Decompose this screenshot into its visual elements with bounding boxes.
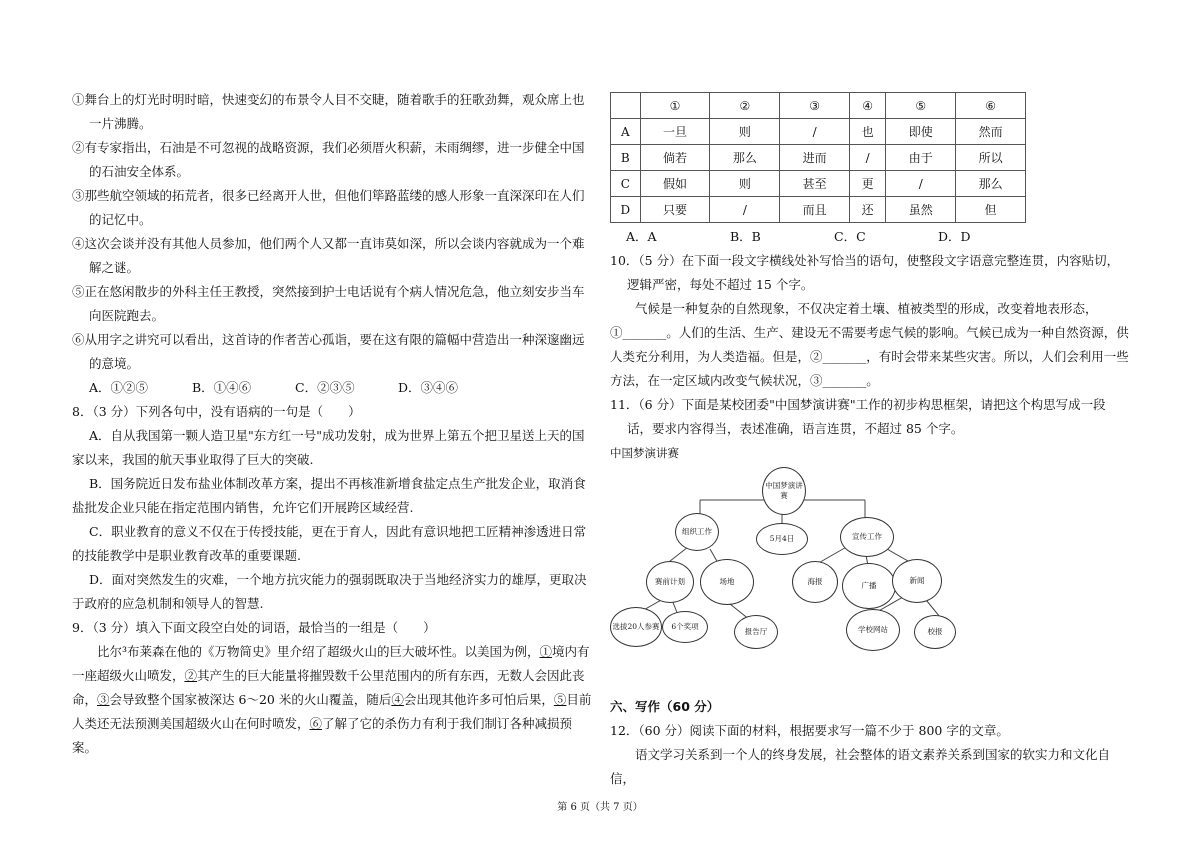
- blank-mark-1: ①: [539, 644, 553, 659]
- blank-mark-6: ⑥: [309, 716, 323, 731]
- q8-option-d: D．面对突然发生的灾难，一个地方抗灾能力的强弱既取决于当地经济实力的雄厚，更取决于政府的应急机制和领导人的智慧.: [72, 572, 587, 611]
- table-row: [611, 119, 1026, 145]
- q10-passage: 气候是一种复杂的自然现象，不仅决定着土壤、植被类型的形成，改变着地表形态，①_______。人们的生活、生产、建设无不需要考虑气候的影响。气候已成为一种自然资源，供人类充分利用，为人类造福。但是，②_______，有时会带来某些灾害。所以，人们会利用一些方法，在一定区域内改变气候状况，③_______。: [610, 301, 1129, 388]
- q11-stem: 11．（6 分）下面是某校团委"中国梦演讲赛"工作的初步构思框架，请把这个构思写成一段话，要求内容得当，表述准确，语言连贯，不超过 85 个字。: [610, 397, 1106, 436]
- node-radio: 广播: [842, 563, 896, 609]
- q12-text: 语文学习关系到一个人的终身发展，社会整体的语文素养关系到国家的软实力和文化自信，: [610, 747, 1111, 786]
- node-school-web: 学校网站: [846, 609, 900, 651]
- q10-stem: 10．（5 分）在下面一段文字横线处补写恰当的语句，使整段文字语意完整连贯，内容贴切，逻辑严密，每处不超过 15 个字。: [610, 253, 1120, 292]
- option-d: D．D: [938, 229, 971, 244]
- q8-option-c: C．职业教育的意义不仅在于传授技能，更在于育人，因此有意识地把工匠精神渗透进日常的技能教学中是职业教育改革的重要课题.: [72, 524, 587, 563]
- table-cell: 还: [850, 197, 886, 223]
- item-6: ⑥从用字之讲究可以看出，这首诗的作者苦心孤诣，要在这有限的篇幅中营造出一种深邃幽远的意境。: [72, 332, 585, 371]
- table-cell: [611, 93, 641, 119]
- node-hall: 报告厅: [734, 615, 778, 649]
- table-cell: A: [611, 119, 641, 145]
- table-cell: 进而: [780, 145, 850, 171]
- table-cell: 甚至: [780, 171, 850, 197]
- table-cell: ⑤: [886, 93, 956, 119]
- table-cell: 一旦: [640, 119, 710, 145]
- node-poster: 海报: [792, 561, 838, 603]
- blank-mark-3: ③: [97, 692, 110, 707]
- table-cell: /: [886, 171, 956, 197]
- passage-seg-e: 会出现其他许多可怕后果，: [403, 692, 554, 707]
- table-cell: ①: [640, 93, 710, 119]
- table-cell: 则: [710, 171, 780, 197]
- table-cell: 所以: [956, 145, 1026, 171]
- option-a: A．①②⑤: [89, 380, 149, 395]
- option-b: B．①④⑥: [192, 380, 252, 395]
- node-plan: 赛前计划: [646, 561, 694, 603]
- node-venue: 场地: [700, 559, 754, 605]
- node-school-paper: 校报: [914, 615, 956, 649]
- table-cell: 也: [850, 119, 886, 145]
- table-header-row: [611, 93, 1026, 119]
- page-footer: 第 6 页（共 7 页）: [557, 802, 643, 813]
- diagram-title: 中国梦演讲赛: [610, 446, 679, 460]
- item-4: ④这次会谈并没有其他人员参加，他们两个人又都一直讳莫如深，所以会谈内容就成为一个难解之谜。: [72, 236, 585, 275]
- table-row: [611, 197, 1026, 223]
- table-cell: B: [611, 145, 641, 171]
- q12-stem: 12．（60 分）阅读下面的材料，根据要求写一篇不少于 800 字的文章。: [610, 723, 1009, 738]
- table-cell: 然而: [956, 119, 1026, 145]
- table-cell: C: [611, 171, 641, 197]
- q9-passage: [72, 640, 592, 760]
- option-d: D．③④⑥: [398, 380, 459, 395]
- q8-option-b: B．国务院近日发布盐业体制改革方案，提出不再核准新增食盐定点生产批发企业，取消食盐批发企业只能在指定范围内销售，允许它们开展跨区域经营.: [72, 476, 586, 515]
- table-cell: 只要: [640, 197, 710, 223]
- item-5: ⑤正在悠闲散步的外科主任王教授，突然接到护士电话说有个病人情况危急，他立刻安步当车向医院跑去。: [72, 284, 585, 323]
- table-cell: ②: [710, 93, 780, 119]
- passage-seg-c: 其产生的巨大能量将摧毁数千公里范围内的所有东西，无数人会因此丧命，: [72, 668, 585, 707]
- option-a: A．A: [626, 229, 657, 244]
- table-cell: 倘若: [640, 145, 710, 171]
- table-cell: 则: [710, 119, 780, 145]
- passage-seg-f: 目前人类还无法预测美国超级火山在何时喷发，: [72, 692, 592, 731]
- node-root: 中国梦演讲赛: [762, 467, 806, 515]
- node-select-20: 选拔20人参赛: [610, 607, 662, 647]
- table-cell: ③: [780, 93, 850, 119]
- table-cell: D: [611, 197, 641, 223]
- passage-seg-b: 境内有一座超级火山喷发，: [72, 644, 590, 683]
- table-cell: ④: [850, 93, 886, 119]
- answer-table: [610, 92, 1026, 223]
- node-6-awards: 6个奖项: [662, 611, 708, 643]
- item-3: ③那些航空领域的拓荒者，很多已经离开人世，但他们筚路蓝缕的感人形象一直深深印在人们的记忆中。: [72, 188, 585, 227]
- node-date: 5月4日: [756, 523, 808, 555]
- table-cell: 但: [956, 197, 1026, 223]
- option-c: C．C: [834, 229, 866, 244]
- section-6-title: 六、写作（60 分）: [610, 699, 720, 714]
- passage-seg-d: 会导致整个国家被深达 6～20 米的火山覆盖，随后: [109, 692, 392, 707]
- q9-stem: 9．（3 分）填入下面文段空白处的词语，最恰当的一组是（ ）: [72, 620, 436, 635]
- blank-mark-2: ②: [184, 668, 198, 683]
- q8-option-a: A．自从我国第一颗人造卫星"东方红一号"成功发射，成为世界上第五个把卫星送上天的国家以来，我国的航天事业取得了巨大的突破.: [72, 428, 585, 467]
- left-column: [72, 88, 592, 760]
- table-cell: 而且: [780, 197, 850, 223]
- passage-seg-g: 了解了它的杀伤力有利于我们制订各种减损预案。: [72, 716, 573, 755]
- table-cell: 那么: [956, 171, 1026, 197]
- q8-stem: 8．（3 分）下列各句中，没有语病的一句是（ ）: [72, 404, 361, 419]
- option-c: C．②③⑤: [295, 380, 355, 395]
- table-cell: 假如: [640, 171, 710, 197]
- q7-options: [72, 376, 592, 400]
- mind-map: [610, 465, 1130, 695]
- item-2: ②有专家指出，石油是不可忽视的战略资源，我们必须厝火积薪，未雨绸缪，进一步健全中国的石油安全体系。: [72, 140, 585, 179]
- item-1: ①舞台上的灯光时明时暗，快速变幻的布景令人目不交睫，随着歌手的狂歌劲舞，观众席上也一片沸腾。: [72, 92, 585, 131]
- option-b: B．B: [730, 229, 761, 244]
- table-cell: 更: [850, 171, 886, 197]
- right-column: [610, 90, 1130, 791]
- passage-seg-a: 比尔³布莱森在他的《万物简史》里介绍了超级火山的巨大破坏性。以美国为例，: [97, 644, 540, 659]
- table-cell: /: [850, 145, 886, 171]
- table-cell: 由于: [886, 145, 956, 171]
- blank-mark-4: ④: [391, 692, 404, 707]
- q9-options: [610, 225, 1130, 249]
- table-cell: 那么: [710, 145, 780, 171]
- table-cell: 即使: [886, 119, 956, 145]
- table-row: [611, 171, 1026, 197]
- node-news: 新闻: [892, 559, 942, 603]
- node-organization: 组织工作: [675, 513, 719, 551]
- table-row: [611, 145, 1026, 171]
- blank-mark-5: ⑤: [553, 692, 567, 707]
- node-publicity: 宣传工作: [840, 517, 894, 557]
- table-cell: /: [710, 197, 780, 223]
- table-cell: ⑥: [956, 93, 1026, 119]
- table-cell: 虽然: [886, 197, 956, 223]
- table-cell: /: [780, 119, 850, 145]
